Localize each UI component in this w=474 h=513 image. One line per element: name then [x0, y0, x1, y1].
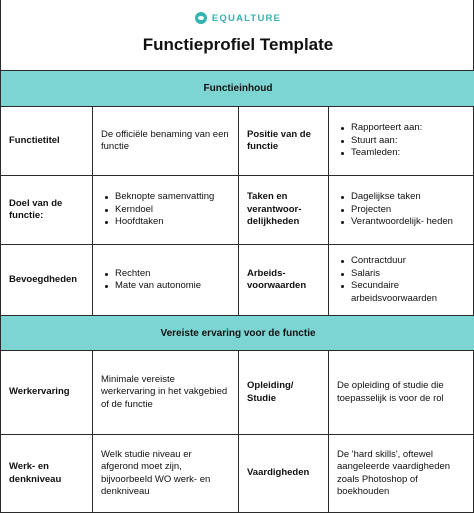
- row-label: Opleiding/ Studie: [239, 351, 329, 434]
- list-item: Teamleden:: [351, 147, 422, 160]
- table-row: [1, 107, 474, 176]
- row-label: Arbeids-voorwaarden: [239, 245, 329, 315]
- row-label: Taken en verantwoor-delijkheden: [239, 176, 329, 244]
- table-row: [1, 351, 474, 435]
- bullet-list: [101, 191, 214, 229]
- list-item: Contractduur: [351, 255, 467, 268]
- bullet-list: [101, 268, 201, 293]
- bullet-list: [337, 255, 467, 305]
- row-description: Welk studie niveau er afgerond moet zijn, bijvoorbeeld WO werk- en denkniveau: [93, 435, 239, 512]
- list-item: Mate van autonomie: [115, 280, 202, 291]
- table-row: [1, 176, 474, 245]
- row-description: [329, 107, 474, 175]
- row-description: De officiële benaming van een functie: [93, 107, 239, 175]
- row-description: [329, 245, 474, 315]
- row-label: Functietitel: [1, 107, 93, 175]
- row-description: [93, 176, 239, 244]
- row-description: De 'hard skills', oftewel aangeleerde vaardigheden zoals Photoshop of boekhouden: [337, 448, 451, 497]
- table-row: [1, 435, 474, 513]
- row-label: Positie van de functie: [239, 107, 329, 175]
- row-description: De opleiding of studie die toepasselijk is voor de rol: [337, 380, 444, 404]
- list-item: Beknopte samenvatting: [115, 191, 215, 203]
- brand-name: EQUALTURE: [211, 12, 282, 24]
- bullet-list: [337, 122, 422, 160]
- list-item: Hoofdtaken: [115, 216, 214, 229]
- row-label: Vaardigheden: [239, 435, 329, 512]
- list-item: Dagelijkse taken: [351, 191, 453, 204]
- list-item: Verantwoordelijk- heden: [351, 216, 453, 228]
- profile-table: [1, 70, 474, 513]
- list-item: Rapporteert aan:: [351, 122, 423, 134]
- list-item: Rechten: [115, 268, 201, 281]
- list-item: Secundaire arbeidsvoorwaarden: [351, 280, 467, 305]
- row-description: [329, 176, 474, 244]
- section-header-functieinhoud: Functieinhoud: [1, 71, 474, 107]
- page-title: Functieprofiel Template: [142, 35, 334, 54]
- row-label: Werkervaring: [1, 351, 93, 434]
- brand-logo: [1, 12, 474, 24]
- list-item: Stuurt aan:: [351, 135, 422, 148]
- bullet-list: [337, 191, 453, 229]
- list-item: Salaris: [351, 268, 467, 281]
- row-description: [93, 245, 239, 315]
- row-label: Bevoegdheden: [1, 245, 93, 315]
- eye-logo-icon: [195, 12, 207, 24]
- row-label: Werk- en denkniveau: [1, 435, 93, 512]
- list-item: Projecten: [351, 204, 453, 217]
- row-label: Doel van de functie:: [1, 176, 93, 244]
- list-item: Kerndoel: [115, 204, 214, 217]
- row-description: Minimale vereiste werkervaring in het vakgebied of de functie: [93, 351, 239, 434]
- section-header-vereiste-ervaring: Vereiste ervaring voor de functie: [1, 316, 474, 351]
- table-row: [1, 245, 474, 316]
